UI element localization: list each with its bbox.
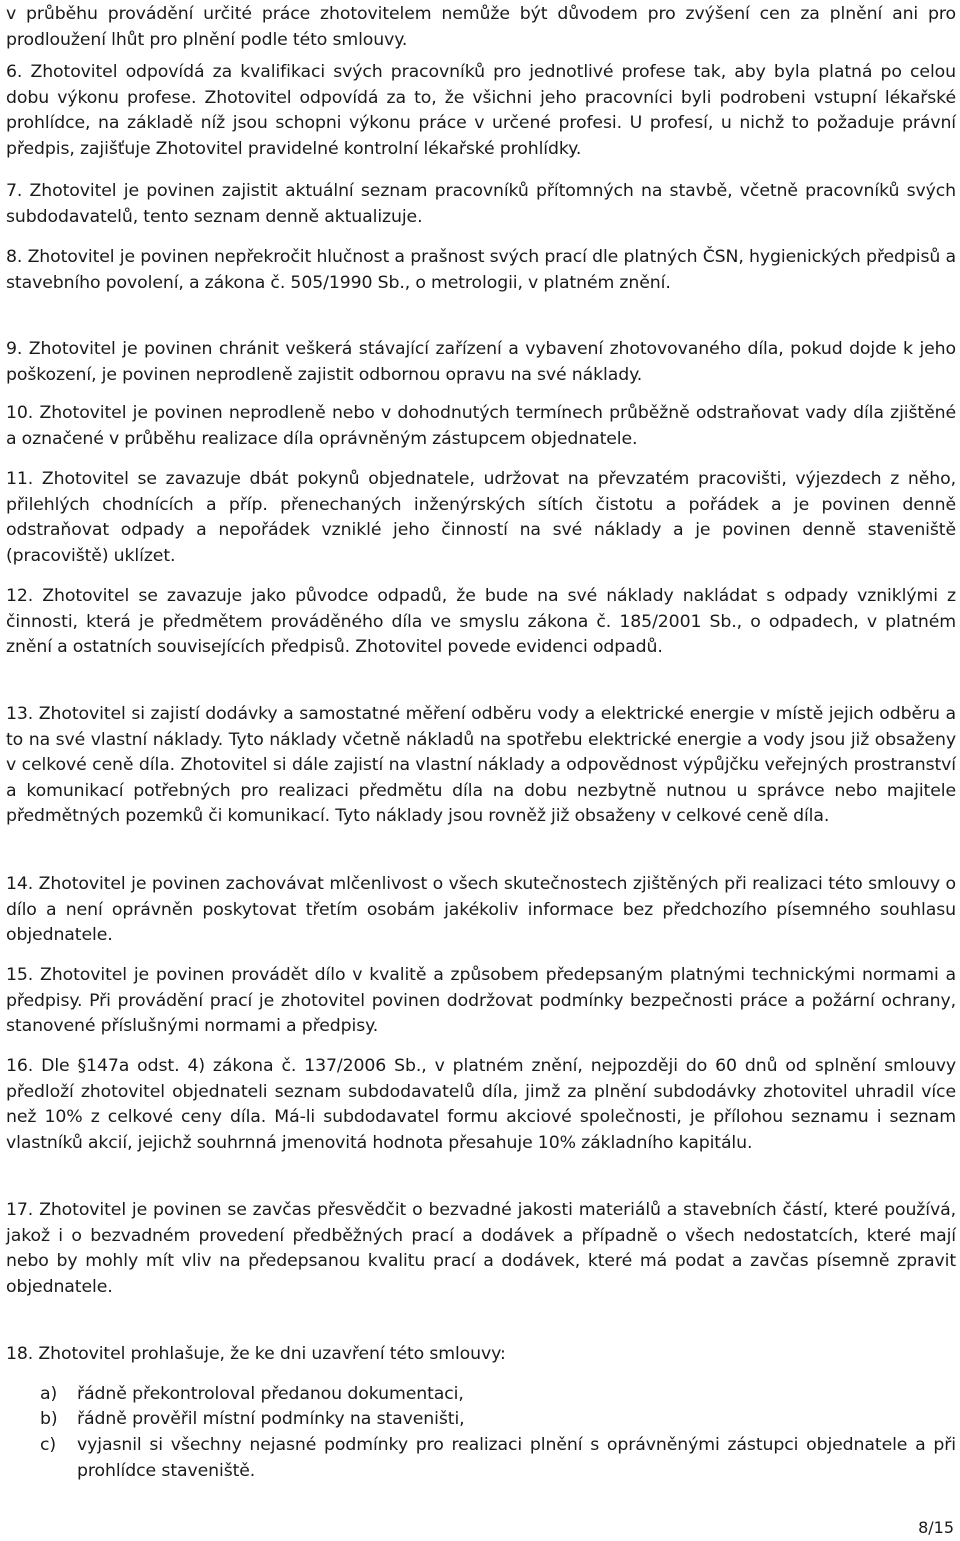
- paragraph-12: 12. Zhotovitel se zavazuje jako původce odpadů, že bude na své náklady nakládat s odpady vzniklými z činnosti, která je předmětem prováděného díla ve smyslu zákona č. 185/2001 Sb., o odpadech, v platném znění a ostatních souvisejících předpisů. Zhotovitel povede evidenci odpadů.: [6, 586, 956, 658]
- paragraph-13: 13. Zhotovitel si zajistí dodávky a samostatné měření odběru vody a elektrické energie v místě jejich odběru a to na své vlastní náklady. Tyto náklady včetně nákladů na spotřebu elektrické energie a vody jsou již obsaženy v celkové ceně díla. Zhotovitel si dále zajistí na vlastní náklady a odpovědnost výpůjčku veřejných prostranství a komunikací potřebných pro realizaci předmětu díla na dobu nezbytně nutnou u správce nebo majitele předmětných pozemků či komunikací. Tyto náklady jsou rovněž již obsaženy v celkové ceně díla.: [6, 704, 956, 827]
- list-item-text: řádně prověřil místní podmínky na staveništi,: [77, 1409, 465, 1429]
- paragraph-17: 17. Zhotovitel je povinen se zavčas přesvědčit o bezvadné jakosti materiálů a stavebních částí, které používá, jakož i o bezvadném provedení předběžných prací a dodávek a případně o všech nedostatcích, které mají nebo by mohly mít vliv na předepsanou kvalitu prací a dodávek, které má podat a zavčas písemně zpravit objednatele.: [6, 1200, 956, 1297]
- paragraph-18: 18. Zhotovitel prohlašuje, že ke dni uzavření této smlouvy:: [6, 1344, 506, 1364]
- page-number: 8/15: [918, 1518, 954, 1537]
- list-marker: b): [40, 1409, 58, 1429]
- paragraph-6: 6. Zhotovitel odpovídá za kvalifikaci svých pracovníků pro jednotlivé profese tak, aby byla platná po celou dobu výkonu profese. Zhotovitel odpovídá za to, že všichni jeho pracovníci byli podrobeni vstupní lékařské prohlídce, na základě níž jsou schopni výkonu práce v určené profesi. U profesí, u nichž to požaduje právní předpis, zajišťuje Zhotovitel pravidelné kontrolní lékařské prohlídky.: [6, 62, 956, 159]
- list-item: [40, 1433, 956, 1484]
- list-item: [40, 1407, 956, 1433]
- list-item: [40, 1382, 956, 1408]
- paragraph-10: 10. Zhotovitel je povinen neprodleně nebo v dohodnutých termínech průběžně odstraňovat vady díla zjištěné a označené v průběhu realizace díla oprávněným zástupcem objednatele.: [6, 403, 956, 449]
- list-item-text: vyjasnil si všechny nejasné podmínky pro realizaci plnění s oprávněnými zástupci objednatele a při prohlídce staveniště.: [77, 1435, 956, 1481]
- list-marker: c): [40, 1435, 57, 1455]
- paragraph-11: 11. Zhotovitel se zavazuje dbát pokynů objednatele, udržovat na převzatém pracovišti, výjezdech z něho, přilehlých chodnících a příp. přenechaných inženýrských sítích čistotu a pořádek a je povinen denně odstraňovat odpady a nepořádek vzniklé jeho činností na své náklady a je povinen denně staveniště (pracoviště) uklízet.: [6, 469, 956, 566]
- list-item-text: řádně překontroloval předanou dokumentaci,: [77, 1384, 464, 1404]
- paragraph-15: 15. Zhotovitel je povinen provádět dílo v kvalitě a způsobem předepsaným platnými technickými normami a předpisy. Při provádění prací je zhotovitel povinen dodržovat podmínky bezpečnosti práce a požární ochrany, stanovené příslušnými normami a předpisy.: [6, 965, 956, 1037]
- paragraph-continuation: v průběhu provádění určité práce zhotovitelem nemůže být důvodem pro zvýšení cen za plnění ani pro prodloužení lhůt pro plnění podle této smlouvy.: [6, 4, 956, 50]
- paragraph-14: 14. Zhotovitel je povinen zachovávat mlčenlivost o všech skutečnostech zjištěných při realizaci této smlouvy o dílo a není oprávněn poskytovat třetím osobám jakékoliv informace bez předchozího písemného souhlasu objednatele.: [6, 874, 956, 946]
- paragraph-16: 16. Dle §147a odst. 4) zákona č. 137/2006 Sb., v platném znění, nejpozději do 60 dnů od splnění smlouvy předloží zhotovitel objednateli seznam subdodavatelů díla, jimž za plnění subdodávky zhotovitel uhradil více než 10% z celkové ceny díla. Má-li subdodavatel formu akciové společnosti, je přílohou seznamu i seznam vlastníků akcií, jejichž souhrnná jmenovitá hodnota přesahuje 10% základního kapitálu.: [6, 1056, 956, 1153]
- list-marker: a): [40, 1384, 58, 1404]
- paragraph-8: 8. Zhotovitel je povinen nepřekročit hlučnost a prašnost svých prací dle platných ČSN, hygienických předpisů a stavebního povolení, a zákona č. 505/1990 Sb., o metrologii, v platném znění.: [6, 247, 956, 293]
- paragraph-7: 7. Zhotovitel je povinen zajistit aktuální seznam pracovníků přítomných na stavbě, včetně pracovníků svých subdodavatelů, tento seznam denně aktualizuje.: [6, 181, 956, 227]
- paragraph-9: 9. Zhotovitel je povinen chránit veškerá stávající zařízení a vybavení zhotovovaného díla, pokud dojde k jeho poškození, je povinen neprodleně zajistit odbornou opravu na své náklady.: [6, 339, 956, 385]
